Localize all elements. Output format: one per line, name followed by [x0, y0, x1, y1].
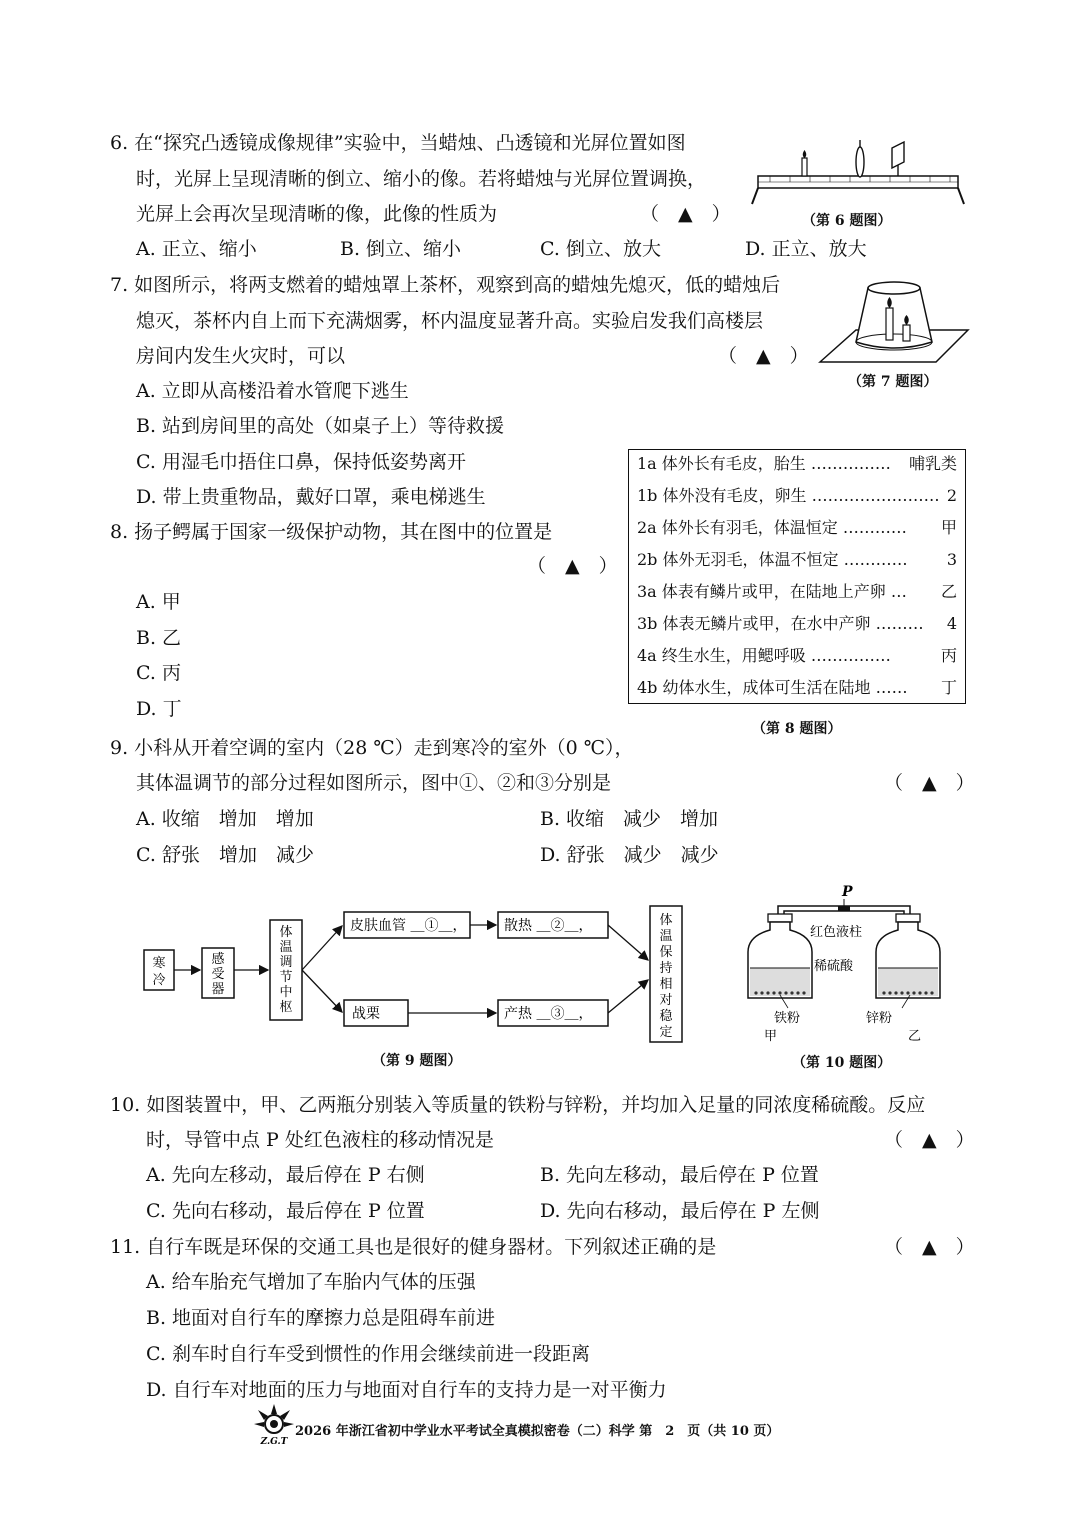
- acid-label: 稀硫酸: [814, 959, 854, 974]
- q9-option-d: D. 舒张 减少 减少: [540, 844, 719, 866]
- q11-option-b: B. 地面对自行车的摩擦力总是阻碍车前进: [146, 1307, 496, 1329]
- q6-option-d: D. 正立、放大: [745, 238, 867, 260]
- svg-text:保: 保: [659, 945, 673, 960]
- key-row-1b: 1b 体外没有毛皮，卵生 …………………… 2: [637, 486, 957, 505]
- q6-option-a: A. 正立、缩小: [136, 238, 257, 260]
- q10-figure-caption: （第 10 题图）: [792, 1055, 892, 1071]
- q10-option-d: D. 先向右移动，最后停在 P 左侧: [540, 1200, 820, 1222]
- q7-figure-caption: （第 7 题图）: [848, 374, 938, 390]
- classification-key-table: [628, 449, 966, 704]
- q11-stem: 11. 自行车既是环保的交通工具也是很好的健身器材。下列叙述正确的是: [110, 1236, 717, 1258]
- q8-option-c: C. 丙: [136, 662, 181, 684]
- q7-option-c: C. 用湿毛巾捂住口鼻，保持低姿势离开: [136, 451, 466, 473]
- q7-option-b: B. 站到房间里的高处（如桌子上）等待救援: [136, 415, 505, 437]
- q6-line-1: 6. 在“探究凸透镜成像规律”实验中，当蜡烛、凸透镜和光屏位置如图: [110, 132, 686, 154]
- svg-text:枢: 枢: [279, 1000, 293, 1015]
- svg-text:调: 调: [279, 955, 293, 970]
- q10-option-c: C. 先向右移动，最后停在 P 位置: [146, 1200, 425, 1222]
- q7-line-2: 熄灭，茶杯内自上而下充满烟雾，杯内温度显著升高。实验启发我们高楼层: [136, 310, 764, 332]
- bottle-yi-label: 乙: [908, 1029, 922, 1044]
- q9-figure-caption: （第 9 题图）: [372, 1053, 462, 1069]
- q9-option-c: C. 舒张 增加 减少: [136, 844, 314, 866]
- svg-text:温: 温: [279, 940, 293, 955]
- q7-option-a: A. 立即从高楼沿着水管爬下逃生: [136, 380, 409, 402]
- q10-option-b: B. 先向左移动，最后停在 P 位置: [540, 1164, 819, 1186]
- q11-option-d: D. 自行车对地面的压力与地面对自行车的支持力是一对平衡力: [146, 1379, 667, 1401]
- q7-line-3: 房间内发生火灾时，可以: [136, 345, 346, 367]
- stable-label: 体: [659, 913, 673, 928]
- thermoregulation-diagram: [140, 900, 700, 1050]
- key-row-3b: 3b 体表无鳞片或甲，在水中产卵 ……… 4: [637, 614, 957, 633]
- two-bottle-apparatus-figure: [740, 880, 970, 1050]
- svg-text:温: 温: [659, 929, 673, 944]
- zinc-powder-label: 锌粉: [866, 1011, 893, 1026]
- svg-text:对: 对: [659, 993, 673, 1008]
- q9-option-b: B. 收缩 减少 增加: [540, 808, 719, 830]
- svg-text:冷: 冷: [152, 973, 166, 988]
- cup-over-candles-figure: [818, 270, 970, 370]
- q8-stem: 8. 扬子鳄属于国家一级保护动物，其在图中的位置是: [110, 521, 553, 543]
- q8-figure-caption: （第 8 题图）: [752, 721, 842, 737]
- center-label: 体: [279, 925, 293, 940]
- q9-line-2: 其体温调节的部分过程如图所示，图中①、②和③分别是: [136, 772, 612, 794]
- heat-loss-label: 散热 ＿②＿，: [504, 918, 593, 934]
- q8-option-a: A. 甲: [136, 591, 181, 613]
- q6-answer-blank: （ ▲ ）: [640, 203, 731, 225]
- key-row-2b: 2b 体外无羽毛，体温不恒定 ………… 3: [637, 550, 957, 569]
- q6-option-c: C. 倒立、放大: [540, 238, 661, 260]
- q11-option-a: A. 给车胎充气增加了车胎内气体的压强: [146, 1271, 476, 1293]
- key-row-1a: 1a 体外长有毛皮，胎生 …………… 哺乳类: [637, 454, 957, 473]
- receptor-label: 感: [211, 952, 225, 967]
- heat-gen-label: 产热 ＿③＿，: [504, 1006, 593, 1022]
- svg-text:受: 受: [211, 967, 225, 982]
- q10-answer-blank: （ ▲ ）: [884, 1129, 975, 1151]
- q10-option-a: A. 先向左移动，最后停在 P 右侧: [146, 1164, 425, 1186]
- q8-answer-blank: （ ▲ ）: [527, 555, 618, 577]
- svg-text:节: 节: [279, 970, 293, 985]
- svg-text:持: 持: [659, 961, 673, 976]
- vessel-label: 皮肤血管 ＿①＿，: [350, 918, 467, 934]
- q6-line-3: 光屏上会再次呈现清晰的像，此像的性质为: [136, 203, 498, 225]
- key-row-4b: 4b 幼体水生，成体可生活在陆地 …… 丁: [637, 678, 957, 697]
- svg-text:器: 器: [211, 982, 225, 997]
- q6-option-b: B. 倒立、缩小: [340, 238, 462, 260]
- q8-option-d: D. 丁: [136, 698, 182, 720]
- q6-figure-caption: （第 6 题图）: [802, 213, 892, 229]
- q11-answer-blank: （ ▲ ）: [884, 1236, 975, 1258]
- q10-line-2: 时，导管中点 P 处红色液柱的移动情况是: [146, 1129, 494, 1151]
- q9-answer-blank: （ ▲ ）: [884, 772, 975, 794]
- q9-option-a: A. 收缩 增加 增加: [136, 808, 314, 830]
- publisher-logo: [252, 1402, 296, 1446]
- svg-text:相: 相: [659, 977, 673, 992]
- cold-label: 寒: [152, 956, 166, 971]
- svg-text:定: 定: [659, 1025, 673, 1040]
- q9-line-1: 9. 小科从开着空调的室内（28 ℃）走到寒冷的室外（0 ℃），: [110, 737, 634, 759]
- optical-bench-figure: [750, 128, 970, 208]
- q7-line-1: 7. 如图所示，将两支燃着的蜡烛罩上茶杯，观察到高的蜡烛先熄灭，低的蜡烛后: [110, 274, 781, 296]
- svg-text:稳: 稳: [659, 1009, 673, 1024]
- svg-text:中: 中: [279, 985, 293, 1000]
- q8-option-b: B. 乙: [136, 627, 182, 649]
- key-row-4a: 4a 终生水生，用鳃呼吸 …………… 丙: [637, 646, 957, 665]
- bottle-jia-label: 甲: [764, 1029, 778, 1044]
- page-footer: 2026 年浙江省初中学业水平考试全真模拟密卷（二）科学 第 2 页（共 10 页）: [295, 1424, 780, 1439]
- red-liquid-label: 红色液柱: [810, 925, 863, 940]
- key-row-3a: 3a 体表有鳞片或甲，在陆地上产卵 … 乙: [637, 582, 957, 601]
- iron-powder-label: 铁粉: [774, 1011, 801, 1026]
- point-p-label: P: [842, 884, 853, 900]
- shiver-label: 战栗: [352, 1006, 380, 1022]
- key-row-2a: 2a 体外长有羽毛，体温恒定 ………… 甲: [637, 518, 957, 537]
- q10-line-1: 10. 如图装置中，甲、乙两瓶分别装入等质量的铁粉与锌粉，并均加入足量的同浓度稀硫酸。反应: [110, 1094, 926, 1116]
- svg-text:Z.G.T: Z.G.T: [260, 1437, 288, 1446]
- q7-option-d: D. 带上贵重物品，戴好口罩，乘电梯逃生: [136, 486, 486, 508]
- q6-line-2: 时，光屏上呈现清晰的倒立、缩小的像。若将蜡烛与光屏位置调换，: [136, 168, 707, 190]
- q7-answer-blank: （ ▲ ）: [718, 345, 809, 367]
- q11-option-c: C. 刹车时自行车受到惯性的作用会继续前进一段距离: [146, 1343, 590, 1365]
